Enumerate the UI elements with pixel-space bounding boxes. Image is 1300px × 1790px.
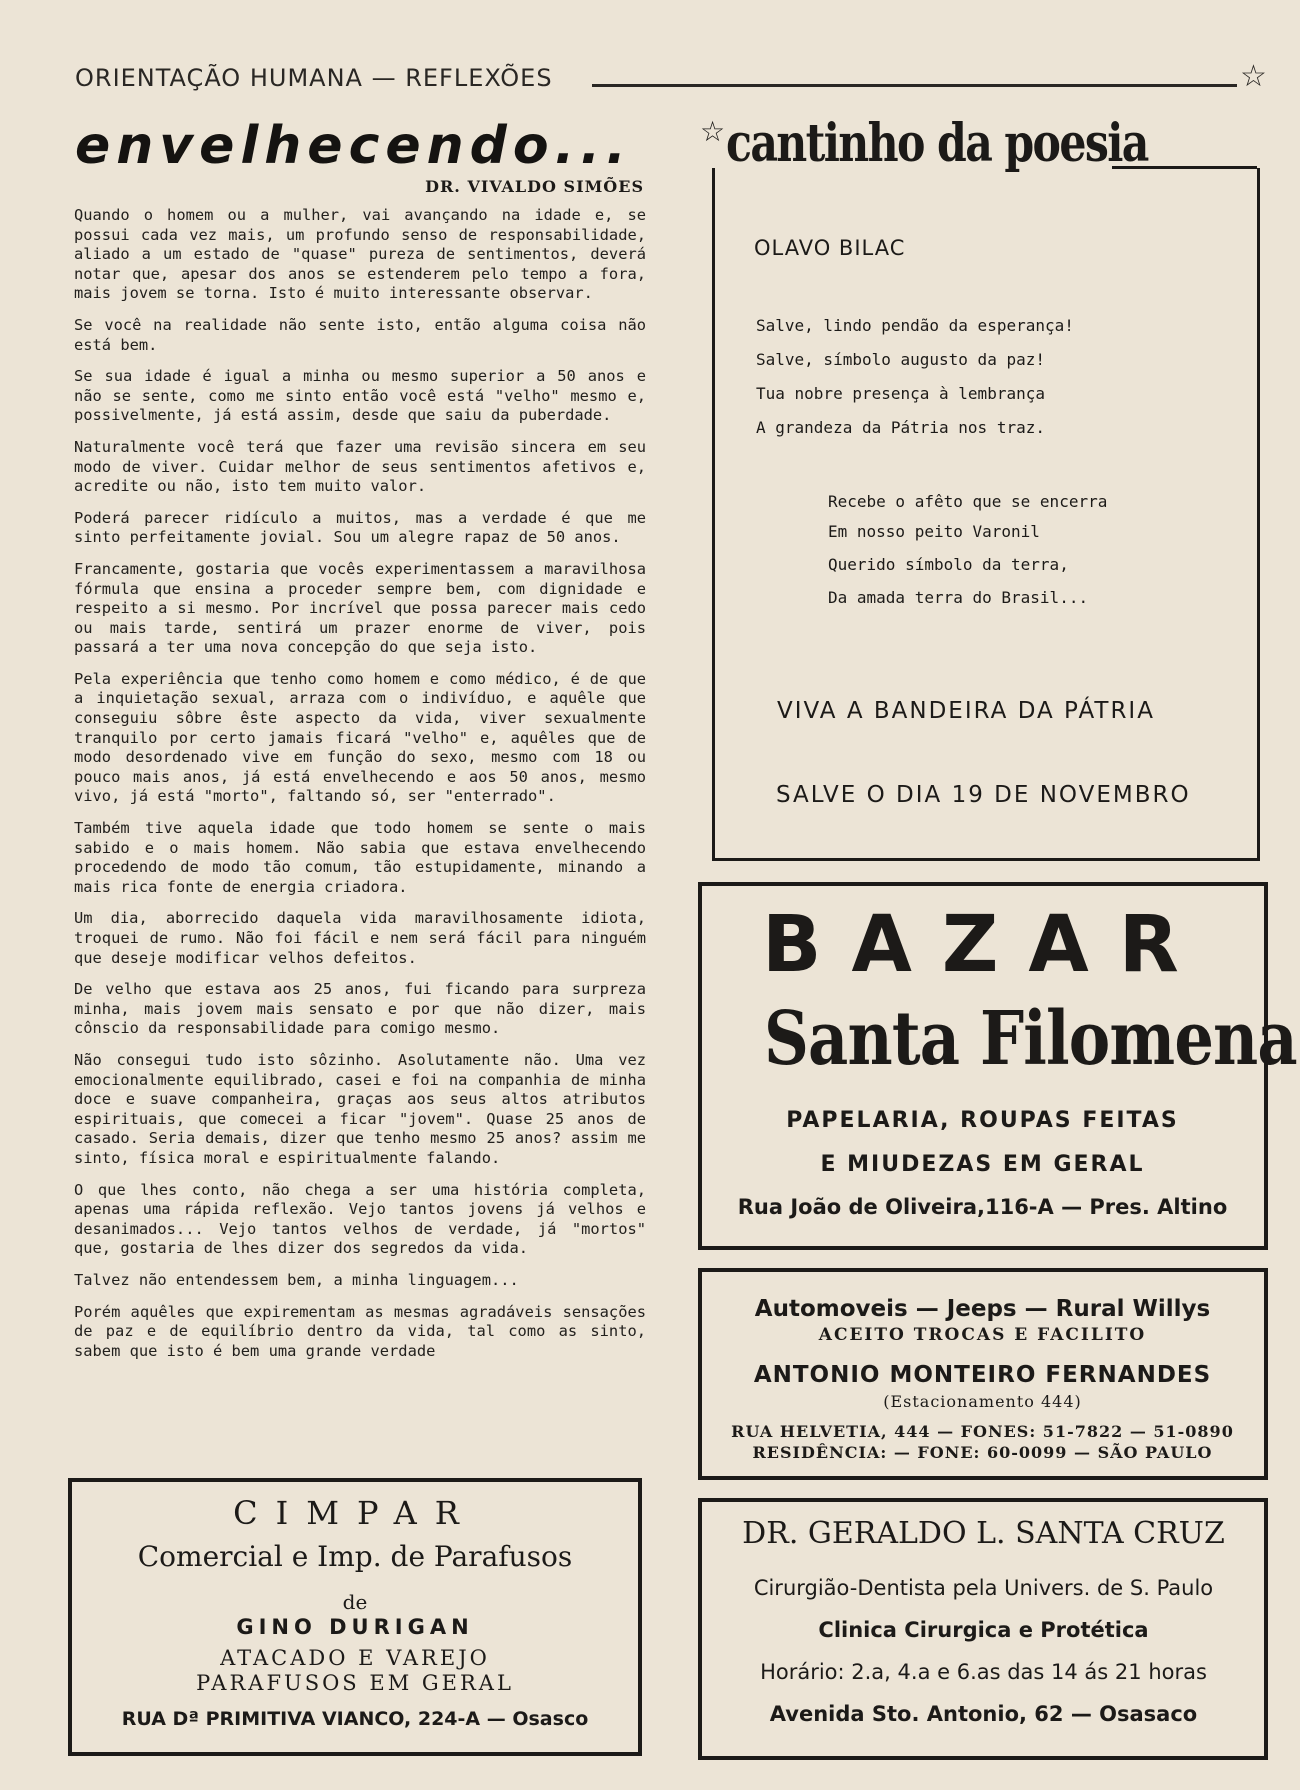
poetry-title: cantinho da poesia (726, 113, 1148, 174)
autos-address: RUA HELVETIA, 444 — FONES: 51-7822 — 51-0890 (731, 1422, 1234, 1441)
cimpar-name: CIMPAR (233, 1494, 477, 1532)
poem-line: Salve, lindo pendão da esperança! (756, 316, 1074, 335)
bazar-description: PAPELARIA, ROUPAS FEITAS (786, 1108, 1179, 1133)
header-rule (592, 84, 1237, 87)
poem-line: A grandeza da Pátria nos traz. (756, 418, 1045, 437)
bazar-description: E MIUDEZAS EM GERAL (820, 1152, 1145, 1177)
bazar-name: Santa Filomena (764, 996, 1297, 1082)
article-paragraph: Poderá parecer ridículo a muitos, mas a verdade é que me sinto perfeitamente jovial. Sou um alegre rapaz de 50 anos. (74, 508, 646, 547)
cimpar-owner: GINO DURIGAN (236, 1615, 474, 1639)
bazar-heading: BAZAR (762, 900, 1209, 990)
article-paragraph: Porém aquêles que expirementam as mesmas agradáveis sensações de paz e de equilíbrio dentro da vida, tal como as sinto, sabem que isto é bem uma grande verdade (74, 1302, 646, 1360)
poem-line: Tua nobre presença à lembrança (756, 384, 1045, 403)
dentist-specialty: Clinica Cirurgica e Protética (818, 1618, 1149, 1642)
article-paragraph: Talvez não entendessem bem, a minha linguagem... (74, 1270, 519, 1289)
poem-line: Em nosso peito Varonil (828, 522, 1040, 541)
poem-line: Da amada terra do Brasil... (828, 588, 1089, 607)
section-header: ORIENTAÇÃO HUMANA — REFLEXÕES (75, 64, 553, 92)
dentist-name: DR. GERALDO L. SANTA CRUZ (742, 1516, 1225, 1551)
cimpar-connector: de (342, 1590, 368, 1614)
article-paragraph: De velho que estava aos 25 anos, fui ficando para surpreza minha, mais jovem mais sensato e por que não dizer, mais cônscio da responsabilidade para comigo mesmo. (74, 980, 646, 1038)
poem-author: OLAVO BILAC (754, 236, 906, 260)
dentist-hours: Horário: 2.a, 4.a e 6.as das 14 ás 21 horas (760, 1660, 1207, 1684)
article-author: DR. VIVALDO SIMÕES (425, 177, 644, 196)
cimpar-address: RUA Dª PRIMITIVA VIANCO, 224-A — Osasco (121, 1708, 589, 1730)
cimpar-subtitle: Comercial e Imp. de Parafusos (137, 1540, 573, 1573)
article-paragraph: Naturalmente você terá que fazer uma revisão sincera em seu modo de viver. Cuidar melhor de seus sentimentos afetivos e, acredite ou não, isto tem muito valor. (74, 437, 646, 496)
dentist-credentials: Cirurgião-Dentista pela Univers. de S. Paulo (753, 1576, 1214, 1600)
article-paragraph: Se você na realidade não sente isto, então alguma coisa não está bem. (74, 315, 646, 354)
bazar-address: Rua João de Oliveira,116-A — Pres. Altino (737, 1195, 1228, 1219)
article-body (74, 206, 646, 1468)
article-paragraph: Não consegui tudo isto sôzinho. Asolutamente não. Uma vez emocionalmente equilibrado, casei e foi na companhia de minha doce e suave companheira, graças aos seus altos atributos espirituais, que comecei a ficar "jovem". Quase 25 anos de casado. Seria demais, dizer que tenho mesmo 25 anos? assim me sinto, física moral e espiritualmente falando. (74, 1050, 646, 1167)
autos-products: Automoveis — Jeeps — Rural Willys (754, 1296, 1211, 1322)
autos-offer: ACEITO TROCAS E FACILITO (818, 1325, 1147, 1345)
article-paragraph: Pela experiência que tenho como homem e como médico, é de que a inquietação sexual, arraza com o indivíduo, e aquêle que conseguiu sôbre êste aspecto da vida, viver sexualmente tranquilo por certo jamais ficará "velho" e, aquêles que de modo desordenado vive em função do sexo, mesmo com 18 ou pouco mais anos, já está envelhecendo e aos 50 anos, mesmo vivo, já está "morto", faltando só, ser "enterrado". (74, 669, 646, 806)
poem-line: Recebe o afêto que se encerra (828, 492, 1108, 511)
dentist-address: Avenida Sto. Antonio, 62 — Osasaco (769, 1702, 1198, 1726)
autos-parking: (Estacionamento 444) (883, 1392, 1082, 1411)
poem-line: Querido símbolo da terra, (828, 555, 1069, 574)
article-paragraph: Um dia, aborrecido daquela vida maravilhosamente idiota, troquei de rumo. Não foi fácil e nem será fácil para ninguém que deseje modificar velhos defeitos. (74, 909, 646, 967)
autos-owner: ANTONIO MONTEIRO FERNANDES (753, 1362, 1212, 1388)
autos-residence: RESIDÊNCIA: — FONE: 60-0099 — SÃO PAULO (752, 1443, 1213, 1462)
article-title: envelhecendo... (75, 116, 632, 176)
article-paragraph: Se sua idade é igual a minha ou mesmo superior a 50 anos e não se sente, como me sinto então você está "velho" mesmo e, possivelmente, já está assim, desde que saiu da puberdade. (74, 367, 646, 425)
poem-closing-line: VIVA A BANDEIRA DA PÁTRIA (777, 698, 1155, 724)
article-paragraph: O que lhes conto, não chega a ser uma história completa, apenas uma rápida reflexão. Vejo tantos jovens já velhos e desanimados... Vejo tantos velhos de verdade, já "mortos" que, gostaria de lhes dizer dos segredos da vida. (74, 1180, 646, 1258)
article-paragraph: Também tive aquela idade que todo homem se sente o mais sabido e o mais homem. Não sabia que estava envelhecendo procedendo de modo tão comum, tão estupidamente, minando a mais rica fonte de energia criadora. (74, 819, 646, 896)
poetry-box (712, 168, 1260, 861)
star-icon: ☆ (1240, 59, 1267, 94)
poem-closing-line: SALVE O DIA 19 DE NOVEMBRO (776, 782, 1191, 808)
star-icon: ☆ (700, 115, 726, 148)
poem-line: Salve, símbolo augusto da paz! (756, 350, 1045, 369)
cimpar-products: PARAFUSOS EM GERAL (196, 1671, 514, 1695)
article-paragraph: Francamente, gostaria que vocês experimentassem a maravilhosa fórmula que ensina a proceder sempre bem, com dignidade e respeito a si mesmo. Por incrível que possa parecer mais cedo ou mais tarde, sentirá um prazer enorme de viver, pois passará a ter uma nova concepção do que seja isto. (74, 559, 646, 657)
article-paragraph: Quando o homem ou a mulher, vai avançando na idade e, se possui cada vez mais, um profundo senso de responsabilidade, aliado a um estado de "quase" pureza de sentimentos, deverá notar que, apesar dos anos se estenderem pelo tempo a fora, mais jovem se torna. Isto é muito interessante observar. (74, 206, 646, 303)
cimpar-sales: ATACADO E VAREJO (220, 1646, 490, 1670)
